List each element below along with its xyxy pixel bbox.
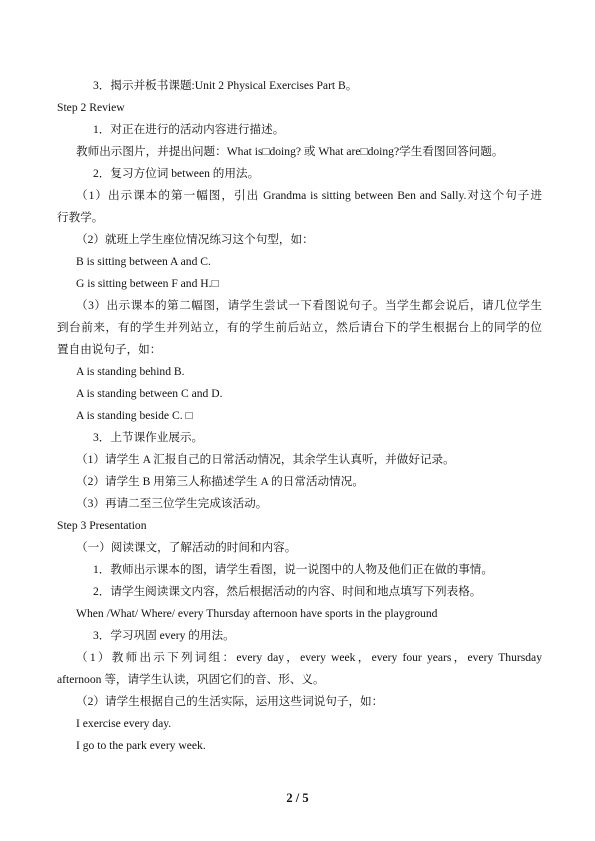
section-heading: Step 3 Presentation [57, 519, 147, 532]
example-sentence: A is standing behind B. [76, 365, 185, 378]
text-line: afternoon 等，请学生认读，巩固它们的音、形、义。 [57, 673, 325, 686]
text-line: （2）请学生根据自己的生活实际，运用这些词说句子，如： [76, 695, 384, 708]
text-line: 3．学习巩固 every 的用法。 [93, 629, 235, 642]
example-sentence: A is standing beside C. □ [76, 409, 193, 422]
text-line: 教师出示图片，并提出问题：What is□doing? 或 What are□doing?学生看图回答问题。 [76, 145, 504, 158]
example-sentence: G is sitting between F and H.□ [76, 277, 219, 290]
example-sentence: B is sitting between A and C. [76, 255, 211, 268]
text-line: 3．上节课作业展示。 [93, 431, 204, 444]
text-line: 2．复习方位词 between 的用法。 [93, 167, 260, 180]
table-caption: When /What/ Where/ every Thursday afternoon have sports in the playground [76, 607, 438, 620]
text-line: （1）教师出示下列词组：every day，every week，every four years，every Thursday [76, 651, 542, 664]
example-sentence: A is standing between C and D. [76, 387, 223, 400]
text-line: （一）阅读课文，了解活动的时间和内容。 [76, 541, 297, 554]
text-line: 1．教师出示课本的图，请学生看图，说一说图中的人物及他们正在做的事情。 [93, 563, 493, 576]
section-heading: Step 2 Review [57, 101, 125, 114]
text-line: （1）请学生 A 汇报自己的日常活动情况，其余学生认真听，并做好记录。 [76, 453, 455, 466]
text-line: （2）请学生 B 用第三人称描述学生 A 的日常活动情况。 [76, 475, 364, 488]
text-line: 到台前来，有的学生并列站立，有的学生前后站立，然后请台下的学生根据台上的同学的位 [57, 321, 542, 334]
text-line: 3．揭示并板书课题:Unit 2 Physical Exercises Part B。 [93, 79, 358, 92]
text-line: （3）出示课本的第二幅图，请学生尝试一下看图说句子。当学生都会说后，请几位学生 [76, 299, 542, 312]
text-line: （2）就班上学生座位情况练习这个句型，如： [76, 233, 314, 246]
text-line: 2．请学生阅读课文内容，然后根据活动的内容、时间和地点填写下列表格。 [93, 585, 482, 598]
text-line: 行教学。 [57, 211, 104, 224]
example-sentence: I go to the park every week. [76, 739, 206, 752]
text-line: （1）出示课本的第一幅图，引出 Grandma is sitting between Ben and Sally.对这个句子进 [76, 189, 542, 202]
example-sentence: I exercise every day. [76, 717, 172, 730]
text-line: 1．对正在进行的活动内容进行描述。 [93, 123, 285, 136]
text-line: 置自由说句子，如： [57, 343, 162, 356]
page-number: 2 / 5 [286, 791, 309, 805]
text-line: （3）再请二至三位学生完成该活动。 [76, 497, 268, 510]
